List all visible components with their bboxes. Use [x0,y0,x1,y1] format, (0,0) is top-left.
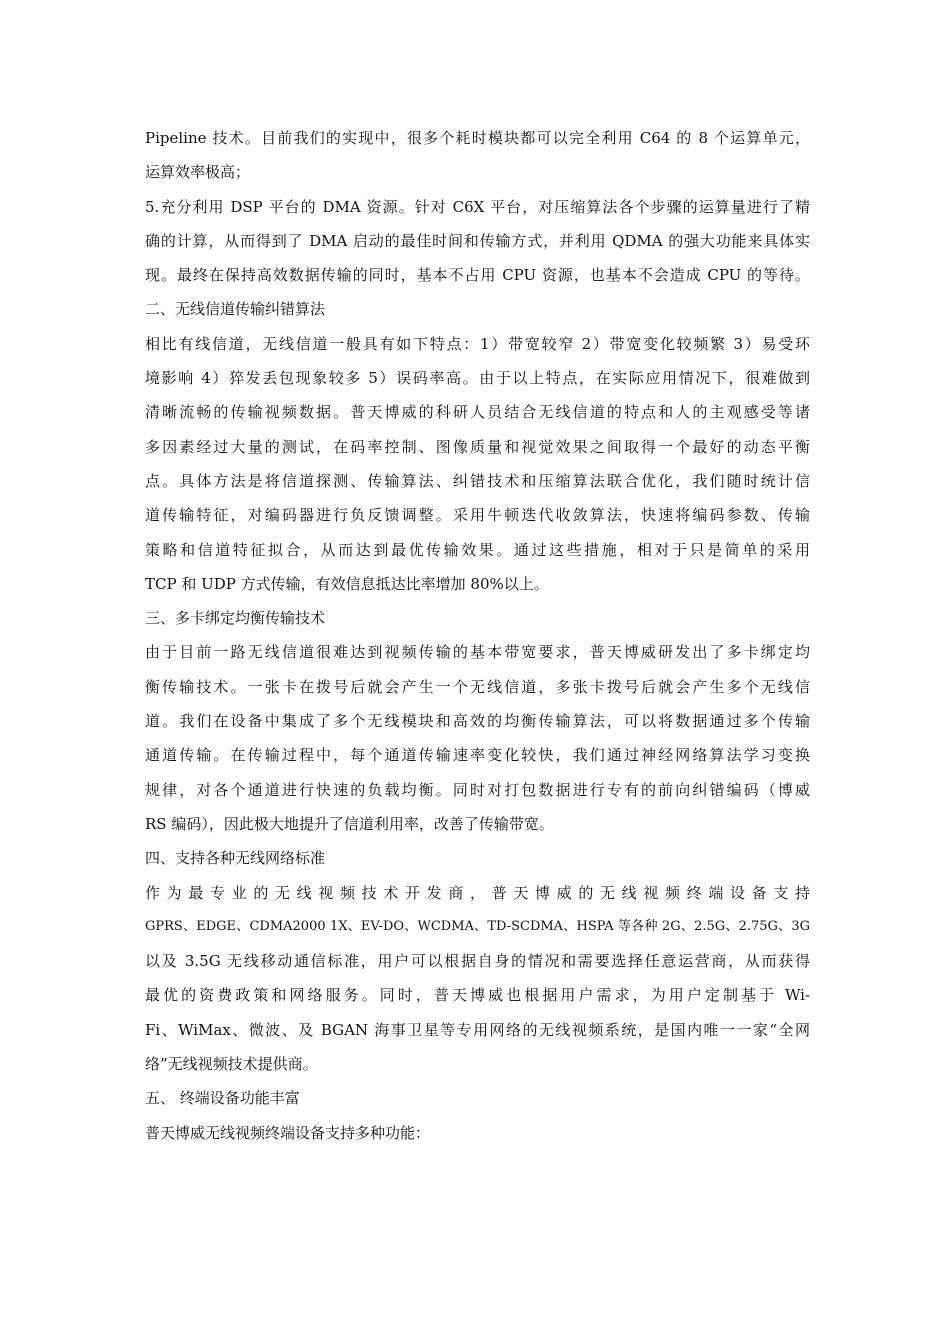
text-line: 通道传输。在传输过程中，每个通道传输速率变化较快，我们通过神经网络算法学习变换 [145,746,810,765]
text-line: 策略和信道特征拟合，从而达到最优传输效果。通过这些措施，相对于只是简单的采用 [145,540,810,559]
text-line: TCP 和 UDP 方式传输，有效信息抵达比率增加 80%以上。 [145,574,549,593]
text-line: 现。最终在保持高效数据传输的同时，基本不占用 CPU 资源，也基本不会造成 CPU 的等待。 [145,266,810,285]
text-line: 四、支持各种无线网络标准 [145,849,326,868]
text-line: 道传输特征，对编码器进行负反馈调整。采用牛顿迭代收敛算法，快速将编码参数、传输 [145,506,810,525]
text-line: 三、多卡绑定均衡传输技术 [145,609,326,628]
text-line: 衡传输技术。一张卡在拨号后就会产生一个无线信道，多张卡拨号后就会产生多个无线信 [145,677,810,696]
text-line: 境影响 4）猝发丢包现象较多 5）误码率高。由于以上特点，在实际应用情况下，很难做到 [145,369,810,388]
text-line: 五、 终端设备功能丰富 [145,1089,300,1108]
text-line: 相比有线信道，无线信道一般具有如下特点：1）带宽较窄 2）带宽变化较频繁 3）易受环 [145,334,810,353]
text-line: 二、无线信道传输纠错算法 [145,300,326,319]
text-line: 确的计算，从而得到了 DMA 启动的最佳时间和传输方式，并利用 QDMA 的强大功能来具体实 [145,231,810,250]
text-line: 以及 3.5G 无线移动通信标准，用户可以根据自身的情况和需要选择任意运营商，从而获得 [145,952,810,971]
text-line: 点。具体方法是将信道探测、传输算法、纠错技术和压缩算法联合优化，我们随时统计信 [145,471,810,490]
text-line: 由于目前一路无线信道很难达到视频传输的基本带宽要求，普天博威研发出了多卡绑定均 [145,643,810,662]
text-line: GPRS、EDGE、CDMA2000 1X、EV-DO、WCDMA、TD-SCDMA、HSPA 等各种 2G、2.5G、2.75G、3G [145,918,810,934]
text-line: 道。我们在设备中集成了多个无线模块和高效的均衡传输算法，可以将数据通过多个传输 [145,712,810,731]
text-line: 普天博威无线视频终端设备支持多种功能： [145,1123,431,1142]
text-line: 5.充分利用 DSP 平台的 DMA 资源。针对 C6X 平台，对压缩算法各个步骤的运算量进行了精 [145,197,810,216]
text-line: 作为最专业的无线视频技术开发商，普天博威的无线视频终端设备支持 [145,883,810,902]
text-line: 清晰流畅的传输视频数据。普天博威的科研人员结合无线信道的特点和人的主观感受等诸 [145,403,810,422]
document-body [145,121,810,1150]
text-line: 最优的资费政策和网络服务。同时，普天博威也根据用户需求，为用户定制基于 Wi- [145,986,810,1005]
text-line: RS 编码），因此极大地提升了信道利用率，改善了传输带宽。 [145,814,554,833]
text-line: 多因素经过大量的测试，在码率控制、图像质量和视觉效果之间取得一个最好的动态平衡 [145,437,810,456]
text-line: 络”无线视频技术提供商。 [145,1055,318,1074]
text-line: 运算效率极高； [145,163,251,182]
text-line: 规律，对各个通道进行快速的负载均衡。同时对打包数据进行专有的前向纠错编码（博威 [145,780,810,799]
text-line: Pipeline 技术。目前我们的实现中，很多个耗时模块都可以完全利用 C64 的 8 个运算单元， [145,129,810,147]
text-line: Fi、WiMax、微波、及 BGAN 海事卫星等专用网络的无线视频系统，是国内唯一一家“全网 [145,1020,810,1039]
